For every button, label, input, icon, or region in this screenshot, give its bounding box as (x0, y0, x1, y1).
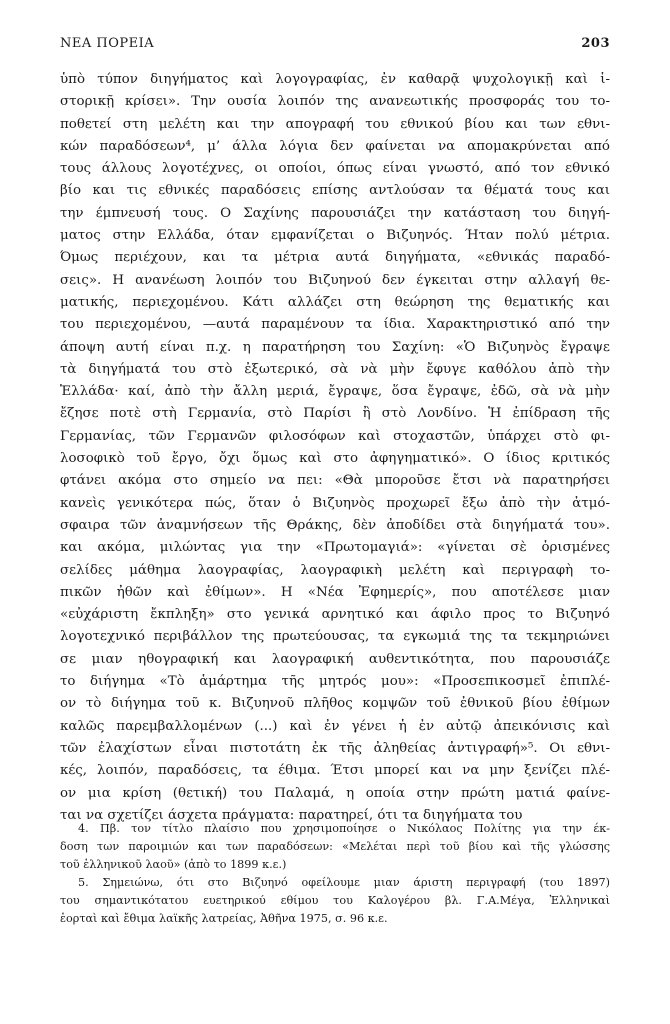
body-line: σεις». Η ανανέωση λοιπόν του Βιζυηνού δεν έγκειται στην αλλαγή θε- (60, 272, 610, 288)
body-line: «εὐχάριστη ἔκπληξη» στο γενικά αρνητικό και άφιλο προς το Βιζυηνό (60, 607, 610, 623)
body-line: ἔζησε ποτὲ στὴ Γερμανία, στὸ Παρίσι ἢ στὸ Λονδίνο. Ἡ ἐπίδραση τῆς (60, 406, 610, 422)
footnotes (60, 820, 610, 928)
body-line: κές, λοιπόν, παραδόσεις, τα έθιμα. Έτσι μπορεί και να μην ξενίζει πλέ- (60, 763, 610, 779)
running-title: ΝΕΑ ΠΟΡΕΙΑ (60, 36, 155, 51)
body-line: στορικῇ κρίσει». Την ουσία λοιπόν της ανανεωτικής προσφοράς του το- (60, 94, 610, 110)
body-line: ματος στην Ελλάδα, όταν εμφανίζεται ο Βιζυηνός. Ήταν πολύ μέτρια. (60, 228, 610, 244)
body-line: ον τὸ διήγημα τοῦ κ. Βιζυηνοῦ πλῆθος κομψῶν τοῦ ἐθνικοῦ βίου ἐθίμων (60, 696, 610, 712)
footnote-line: 4. Πβ. τον τίτλο πλαίσιο που χρησιμοποίησε ο Νικόλαος Πολίτης για την έκ- (78, 822, 610, 835)
page-number: 203 (581, 36, 610, 51)
body-line: πικῶν ἠθῶν καὶ ἐθίμων». Η «Νέα Ἐφημερίς», που αποτέλεσε μιαν (60, 584, 610, 600)
body-line: φτάνει ακόμα στο σημείο να πει: «Θὰ μποροῦσε ἔτσι νὰ παρατηρήσει (60, 473, 610, 489)
body-line: ὑπὸ τύπον διηγήματος καὶ λογογραφίας, ἐν καθαρᾷ ψυχολογικῇ καὶ ἱ- (60, 72, 610, 87)
body-line: σελίδες μάθημα λαογραφίας, λαογραφικὴ μελέτη καὶ περιγραφὴ το- (60, 562, 610, 578)
body-line: τους άλλους λογοτέχνες, οι οποίοι, όπως είναι γνωστό, από τον εθνικό (60, 161, 610, 177)
body-line: καλῶς παρεμβαλλομένων (...) καὶ ἐν γένει ἡ ἐν αὐτῷ ἀπεικόνισις καὶ (60, 718, 610, 734)
body-line: σφαιρα τῶν ἀναμνήσεων τῆς Θράκης, δὲν ἀποδίδει στὰ διηγήματά του». (60, 517, 610, 533)
body-line: την έμπνευσή τους. Ο Σαχίνης παρουσιάζει την κατάσταση του διηγή- (60, 205, 610, 221)
body-line: και ακόμα, μιλώντας για την «Πρωτομαγιά»: «γίνεται σὲ ὁρισμένες (60, 540, 610, 556)
body-line: ον μια κρίση (θετική) του Παλαμά, η οποία στην πρώτη ματιά φαίνε- (60, 785, 610, 801)
body-line: ποθετεί στη μελέτη και την απογραφή του εθνικού βίου και των εθνι- (60, 116, 610, 132)
body-line: ται να σχετίζει άσχετα πράγματα: παρατηρεί, ότι τα διηγήματα του (60, 807, 523, 823)
body-line: άποψη αυτή είναι π.χ. η παρατήρηση του Σαχίνη: «Ὁ Βιζυηνὸς ἔγραψε (60, 339, 610, 355)
body-line: βίο και τις εθνικές παραδόσεις επίσης αντλούσαν τα θέματά τους και (60, 183, 610, 199)
body-line: κανεὶς γενικότερα πώς, ὅταν ὁ Βιζυηνὸς προχωρεῖ ἔξω ἀπὸ τὴν ἀτμό- (60, 495, 610, 511)
body-line: τὰ διηγήματά του στὸ ἐξωτερικό, σὰ νὰ μὴν ἔφυγε καθόλου ἀπὸ τὴν (60, 361, 610, 377)
body-line: το διήγημα «Τὸ ἁμάρτημα τῆς μητρός μου»: «Προσεπικοσμεῖ ἐπιπλέ- (60, 674, 610, 690)
footnote-line: δοση των παροιμιών και των παραδόσεων: «Μελέται περὶ τοῦ βίου καὶ τῆς γλώσσης (60, 840, 610, 853)
body-line: λοσοφικὸ τοῦ ἔργο, ὄχι ὅμως καὶ στο ἀφηγηματικό». Ο ίδιος κριτικός (60, 451, 610, 467)
body-line: του περιεχομένου, —αυτά παραμένουν τα ίδια. Χαρακτηριστικό από την (60, 317, 610, 333)
footnote-line: του σημαντικότατου ευετηρικού εθίμου του Καλογέρου βλ. Γ.Α.Μέγα, Ἑλληνικαὶ (60, 894, 610, 907)
footnote-line: ἑορταὶ καὶ ἔθιμα λαϊκῆς λατρείας, Ἀθῆνα 1975, σ. 96 κ.ε. (60, 912, 388, 925)
body-line: ματικής, περιεχομένου. Κάτι αλλάζει στη θεώρηση της θεματικής και (60, 294, 610, 310)
footnote-line: τοῦ ἑλληνικοῦ λαοῦ» (ἀπὸ το 1899 κ.ε.) (60, 858, 287, 871)
body-line: λογοτεχνικό περιβάλλον της πρωτεύουσας, τα εγκωμιά της τα τεκμηριώνει (60, 629, 610, 645)
body-line: Γερμανίας, τῶν Γερμανῶν φιλοσόφων καὶ στοχαστῶν, ὑπάρχει στὸ φι- (60, 428, 610, 444)
running-header (60, 36, 610, 51)
body-line: Ἑλλάδα· καί, ἀπὸ τὴν ἄλλη μεριά, ἔγραψε, ὅσα ἔγραψε, ἐδῶ, σὰ νὰ μὴν (60, 384, 610, 400)
page (60, 36, 610, 827)
body-line: κών παραδόσεων⁴, μ’ άλλα λόγια δεν φαίνεται να απομακρύνεται από (60, 138, 610, 154)
footnote-line: 5. Σημειώνω, ότι στο Βιζυηνό οφείλουμε μιαν άριστη περιγραφή (του 1897) (78, 876, 610, 889)
body-line: τῶν ἐλαχίστων εἶναι πιστοτάτη ἐκ τῆς ἀληθείας ἀντιγραφή»⁵. Οι εθνι- (60, 740, 610, 756)
body-text (60, 69, 610, 827)
body-line: σε μιαν ηθογραφική και λαογραφική αυθεντικότητα, που παρουσιάζε (60, 651, 610, 667)
body-line: Όμως περιέχουν, και τα μέτρια αυτά διηγήματα, «εθνικάς παραδό- (60, 250, 610, 266)
